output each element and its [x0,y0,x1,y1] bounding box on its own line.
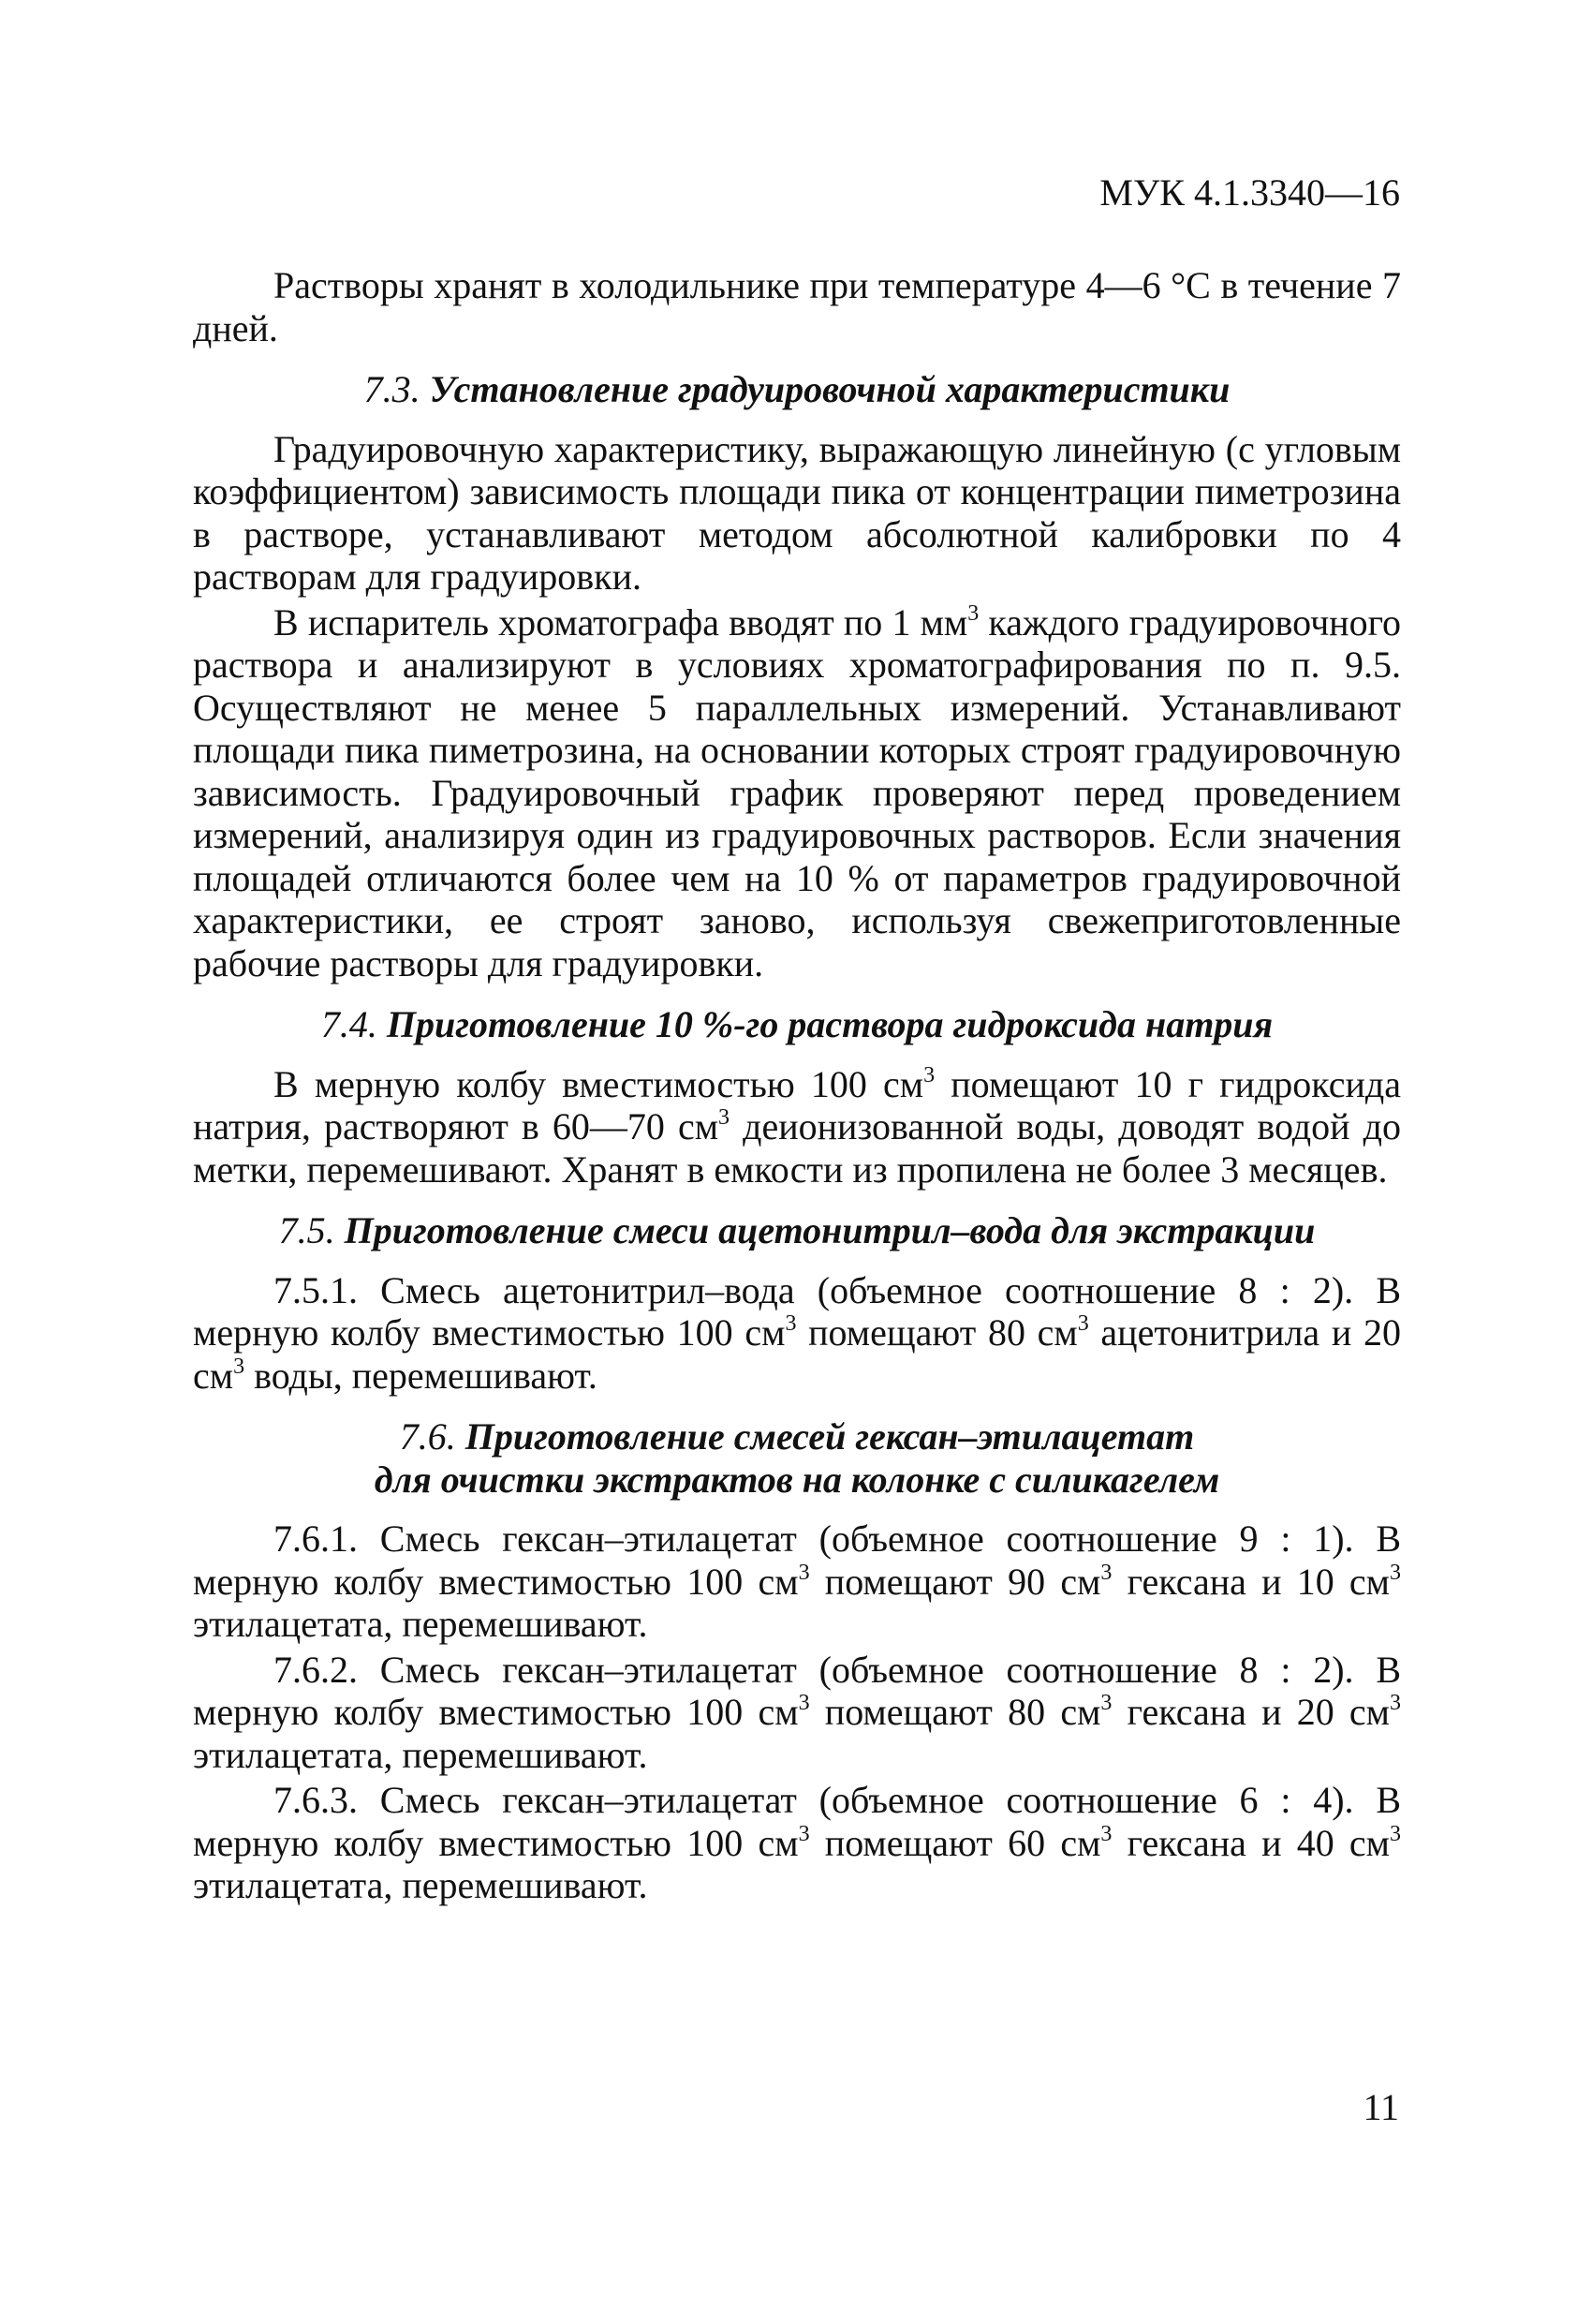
text-run: 7.6.2. Смесь гексан–этилацетат (объемное соотношение 8 : 2). В мерную колбу вместимостью 100 см [193,1648,1401,1733]
section-7-3-paragraph-1: Градуировочную характеристику, выражающую линейную (с угловым коэффициентом) зависимость площади пика от концентрации пиметрозина в растворе, устанавливают методом абсолютной калибровки по 4 растворам для градуировки. [193,427,1401,598]
text-run: В испаритель хроматографа вводят по 1 мм [273,600,968,644]
section-7-4-heading [193,1003,1401,1046]
text-run: этилацетата, перемешивают. [193,1603,648,1645]
superscript: 3 [923,1062,936,1088]
text-run: 7.6.3. Смесь гексан–этилацетат (объемное соотношение 6 : 4). В мерную колбу вместимостью 100 см [193,1779,1401,1864]
section-7-6-3-paragraph [193,1779,1401,1907]
text-run: этилацетата, перемешивают. [193,1864,648,1906]
superscript: 3 [1390,1821,1401,1846]
text-run: ацетонитрила и 20 см [193,1311,1401,1397]
page-number: 11 [1363,2086,1399,2128]
section-7-5-number: 7.5. [278,1209,335,1251]
section-7-4-title: Приготовление 10 %-го раствора гидроксида натрия [386,1003,1274,1045]
section-7-6-heading-line-1 [193,1415,1401,1458]
section-7-6-heading [193,1415,1401,1501]
section-7-4-paragraph-1 [193,1063,1401,1192]
section-7-6-title-line-1: Приготовление смесей гексан–этилацетат [464,1415,1195,1458]
superscript: 3 [1077,1311,1089,1336]
superscript: 3 [718,1105,730,1130]
section-7-5-1-paragraph [193,1269,1401,1398]
superscript: 3 [798,1691,810,1715]
superscript: 3 [967,600,980,626]
superscript: 3 [1100,1691,1113,1715]
text-run: воды, перемешивают. [244,1354,597,1397]
section-7-3-heading [193,368,1401,411]
section-7-3-number: 7.3. [363,368,420,410]
section-7-6-title-line-2: для очистки экстрактов на колонке с силикагелем [374,1458,1220,1501]
text-run: помещают 90 см [809,1560,1101,1603]
superscript: 3 [1100,1821,1113,1846]
section-7-3-title: Установление градуировочной характеристики [429,368,1231,410]
superscript: 3 [798,1821,810,1846]
text-run: 7.6.1. Смесь гексан–этилацетат (объемное соотношение 9 : 1). В мерную колбу вместимостью 100 см [193,1517,1401,1603]
section-7-4-number: 7.4. [320,1003,377,1045]
text-run: гексана и 20 см [1112,1691,1390,1733]
text-run: этилацетата, перемешивают. [193,1733,648,1776]
body-text [193,264,1401,1910]
text-run: помещают 10 г гидроксида натрия, растворяют в 60—70 см [193,1062,1402,1147]
section-7-5-title: Приготовление смеси ацетонитрил–вода для экстракции [344,1209,1316,1251]
section-7-6-number: 7.6. [399,1415,456,1458]
text-run: 7.5.1. Смесь ацетонитрил–вода (объемное соотношение 8 : 2). В мерную колбу вместимостью 100 см [193,1268,1401,1354]
superscript: 3 [785,1311,797,1336]
superscript: 3 [233,1354,245,1379]
intro-paragraph: Растворы хранят в холодильнике при температуре 4—6 °С в течение 7 дней. [193,264,1401,349]
text-run: помещают 80 см [796,1311,1078,1354]
section-7-3-paragraph-2 [193,601,1401,985]
superscript: 3 [1100,1560,1113,1585]
text-run: В мерную колбу вместимостью 100 см [273,1062,924,1105]
document-code: МУК 4.1.3340—16 [1099,171,1400,214]
section-7-6-1-paragraph [193,1517,1401,1646]
text-run: гексана и 40 см [1112,1821,1390,1864]
text-run: гексана и 10 см [1112,1560,1390,1603]
superscript: 3 [798,1560,810,1585]
superscript: 3 [1390,1691,1401,1715]
text-run: деионизованной воды, доводят водой до метки, перемешивают. Хранят в емкости из пропилена не более 3 месяцев. [193,1105,1402,1191]
text-run: помещают 80 см [809,1691,1101,1733]
text-run: помещают 60 см [809,1821,1101,1864]
section-7-6-2-paragraph [193,1649,1401,1777]
superscript: 3 [1390,1560,1401,1585]
section-7-5-heading [193,1209,1401,1252]
text-run: каждого градуировочного раствора и анализируют в условиях хроматографирования по п. 9.5. Осуществляют не менее 5 параллельных измерений. Устанавливают площади пика пиметрозина, на основании которых строят градуировочную зависимость. Градуировочный график проверяют перед проведением измерений, анализируя один из градуировочных растворов. Если значения площадей отличаются более чем на 10 % от параметров градуировочной характеристики, ее строят заново, используя свежеприготовленные рабочие растворы для градуировки. [193,600,1401,984]
